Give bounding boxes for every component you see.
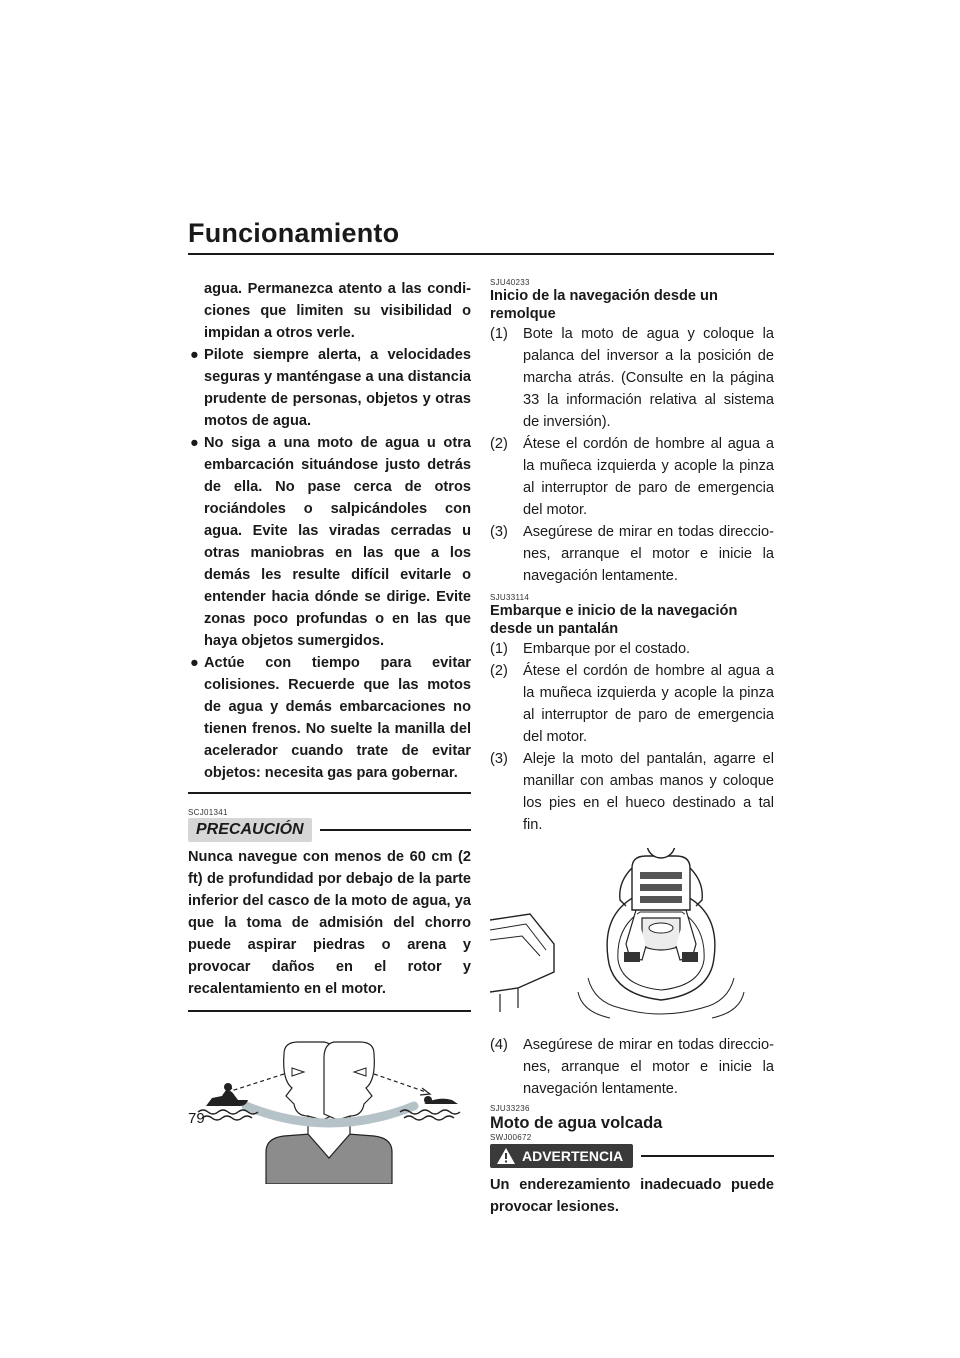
warning-bullet-item: ● Actúe con tiempo para evitar colisiones. Recuerde que las motos de agua y demás embarcaciones no tienen frenos. No suelte la manilla del acelerador cuando trate de evitar objetos: necesita gas para gobernar.: [188, 652, 471, 784]
caution-header-rule: [320, 829, 471, 831]
warning-header-rule: [641, 1155, 774, 1157]
boarding-dock-illustration: [490, 848, 774, 1024]
warning-badge: ADVERTENCIA: [490, 1144, 633, 1168]
dock-steps: [490, 638, 774, 836]
right-column: [490, 278, 774, 1218]
caution-code: SCJ01341: [188, 808, 228, 817]
section-code: SJU33114: [490, 593, 530, 602]
warning-triangle-icon: [496, 1147, 516, 1165]
warning-text: Un enderezamiento inadecuado puede provocar lesiones.: [490, 1177, 774, 1215]
step-item: (4) Asegúrese de mirar en todas direcciones, arranque el motor e inicie la navegación lentamente.: [490, 1037, 774, 1097]
dock-steps-continued: [490, 1034, 774, 1100]
step-item: (2) Átese el cordón de hombre al agua a la muñeca izquierda y acople la pinza al interruptor de paro de emergencia del motor.: [490, 663, 774, 745]
warning-bullet-list: [188, 344, 471, 784]
caution-text: Nunca navegue con menos de 60 cm (2 ft) de profundidad por debajo de la parte inferior del casco de la moto de agua, ya que la toma de admisión del chorro puede aspirar piedras o arena y provocar daños en el rotor y recalentamiento en el motor.: [188, 849, 471, 997]
section-code: SJU40233: [490, 278, 530, 287]
section-title-capsized: Moto de agua volcada: [490, 1114, 663, 1132]
section-code: SJU33236: [490, 1104, 530, 1113]
step-item: (1) Embarque por el costado.: [490, 641, 691, 657]
page-number: 79: [188, 1110, 205, 1127]
warning-end-rule: [188, 792, 471, 794]
step-item: (3) Aleje la moto del pantalán, agarre el manillar con ambas manos y coloque los pies en el hueco destinado a tal fin.: [490, 751, 774, 833]
bullet-icon: ●: [190, 347, 199, 363]
warning-bullet-item: ● No siga a una moto de agua u otra embarcación situándose justo detrás de ella. No pase cerca de otros rociándoles o salpicándoles con agua. Evite las viradas cerradas u otras maniobras en las que a los demás les resulte difícil evitarle o entender hacia dónde se dirige. Evite zonas poco profundas o en las que haya objetos sumergidos.: [188, 432, 471, 652]
warning-bullet-item: ● Pilote siempre alerta, a velocidades seguras y manténgase a una distancia prudente de personas, objetos y otras motos de agua.: [188, 344, 471, 432]
warning-header: [490, 1144, 774, 1168]
bullet-icon: ●: [190, 655, 199, 671]
step-item: (1) Bote la moto de agua y coloque la palanca del inversor a la posición de marcha atrás. (Consulte en la página 33 la información relativa al sistema de inversión).: [490, 326, 774, 430]
caution-badge: PRECAUCIÓN: [188, 818, 312, 842]
page-title: Funcionamiento: [188, 218, 400, 248]
left-column: [188, 278, 471, 1184]
bullet-icon: ●: [190, 435, 199, 451]
section-title-dock: Embarque e inicio de la navegación desde un pantalán: [490, 603, 738, 637]
caution-end-rule: [188, 1010, 471, 1012]
trailer-steps: [490, 323, 774, 587]
step-item: (2) Átese el cordón de hombre al agua a la muñeca izquierda y acople la pinza al interruptor de paro de emergencia del motor.: [490, 436, 774, 518]
step-item: (3) Asegúrese de mirar en todas direcciones, arranque el motor e inicie la navegación lentamente.: [490, 524, 774, 584]
rider-lookout-illustration: [188, 1034, 471, 1184]
caution-header: [188, 818, 471, 842]
warning-code: SWJ00672: [490, 1133, 532, 1142]
header-rule: [188, 253, 774, 255]
section-title-trailer: Inicio de la navegación desde un remolque: [490, 288, 718, 322]
warning-continued-text: agua. Permanezca atento a las condiciones que limiten su visibilidad o impidan a otros verle.: [204, 281, 471, 341]
